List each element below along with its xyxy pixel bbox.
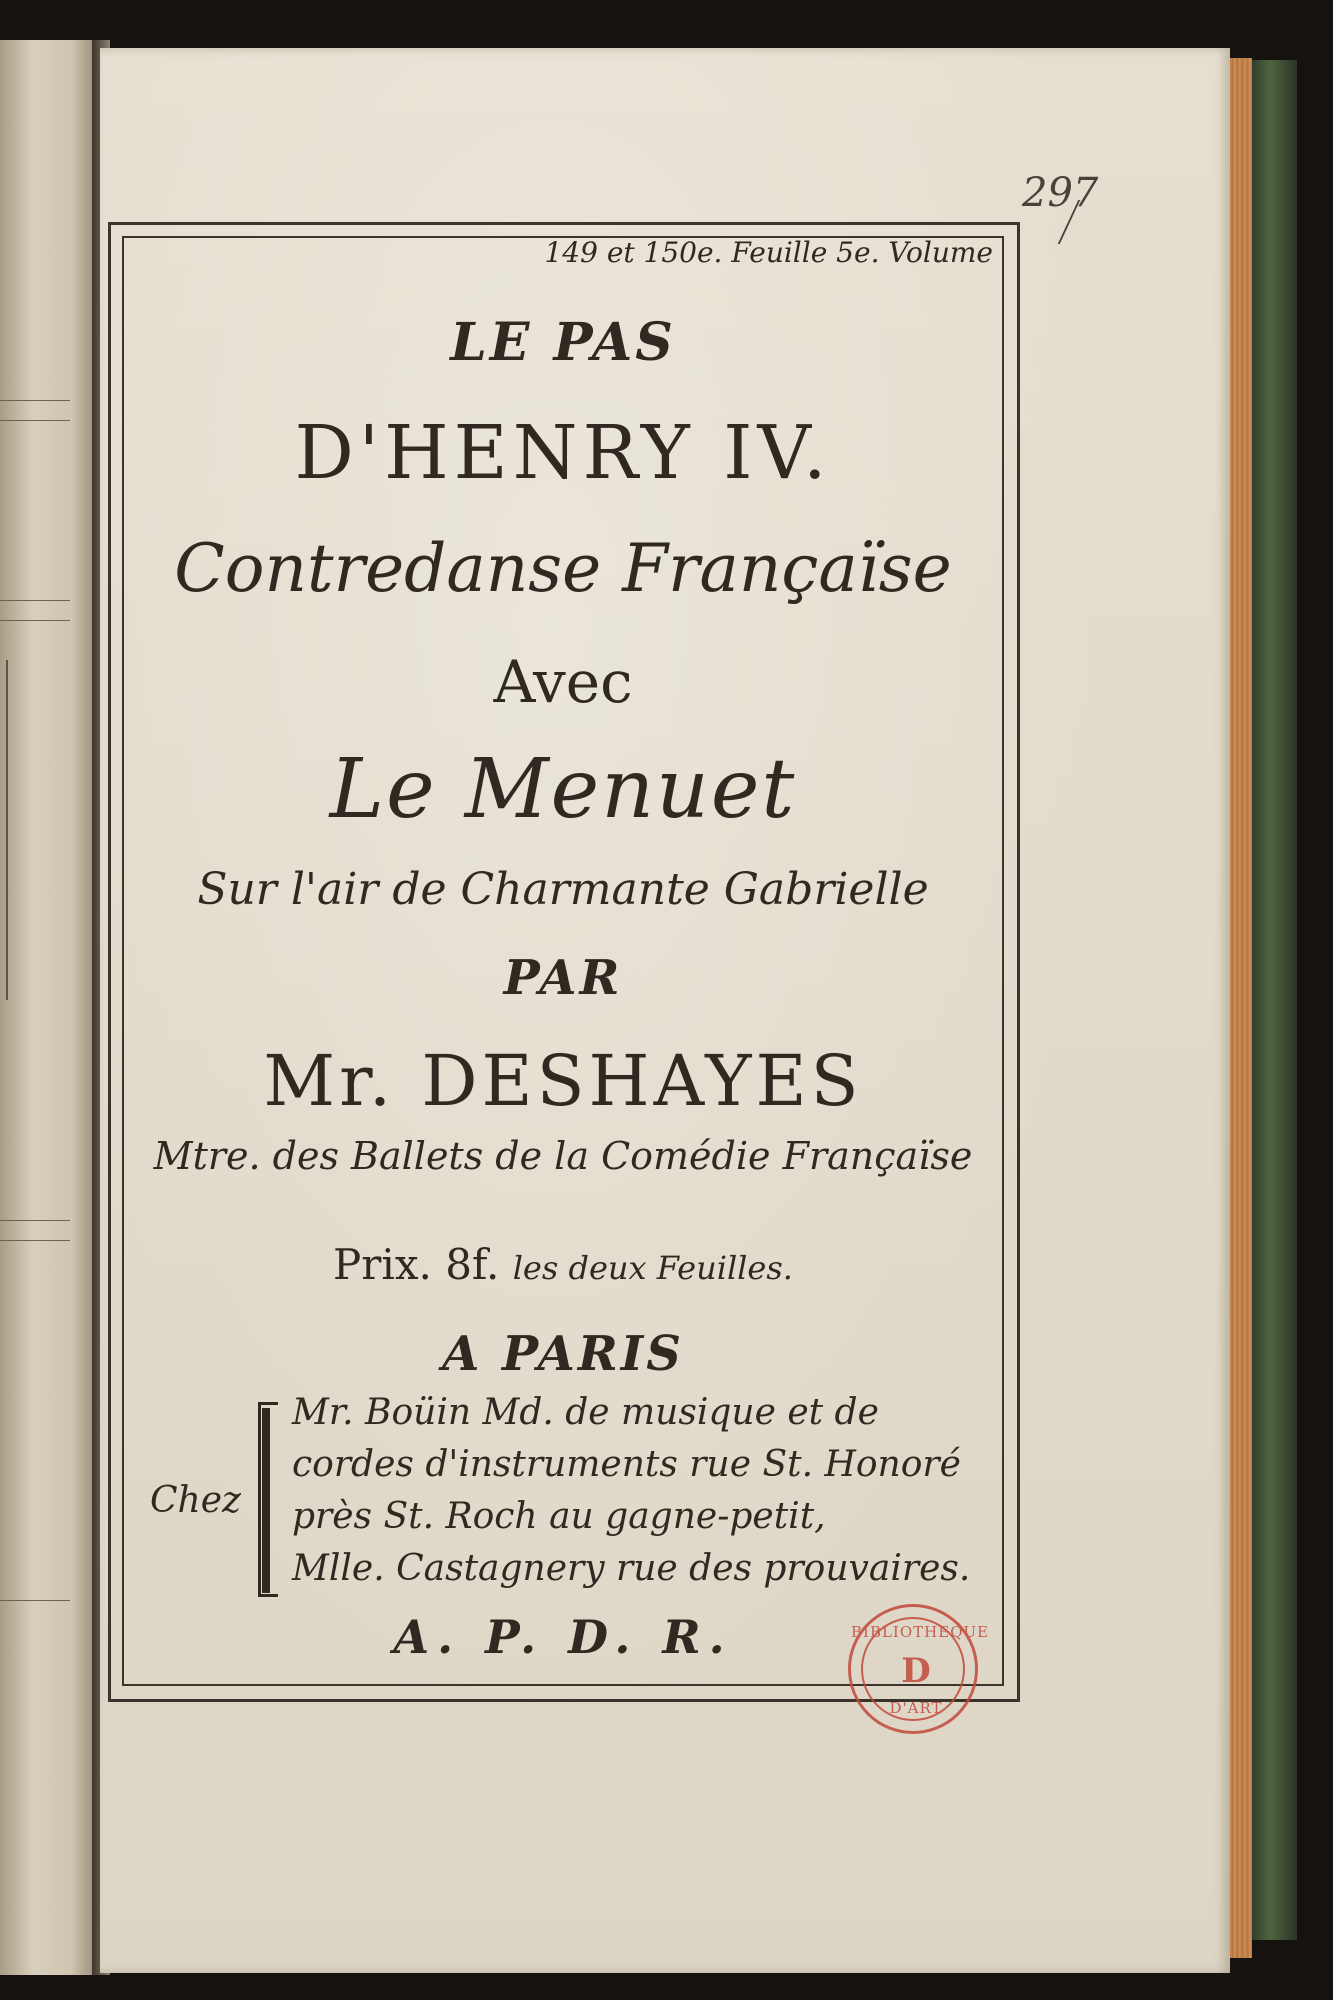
- stamp-bottom-text: D'ART: [889, 1699, 943, 1717]
- left-page-edge: [0, 40, 95, 1975]
- menuet-line: Le Menuet: [329, 742, 797, 837]
- stave-line: [0, 1600, 70, 1601]
- stave-line: [0, 620, 70, 621]
- imprint-line: cordes d'instruments rue St. Honoré: [292, 1444, 961, 1485]
- price-label: Prix. 8f.: [333, 1240, 500, 1289]
- left-page-ink: [6, 660, 8, 1000]
- title-line-3: Contredanse Françaïse: [174, 530, 952, 607]
- sheet-reference: 149 et 150e. Feuille 5e. Volume: [544, 236, 993, 269]
- stamp-top-text: BIBLIOTHEQUE: [851, 1623, 990, 1641]
- stave-line: [0, 420, 70, 421]
- author-role: Mtre. des Ballets de la Comédie Françaïse: [153, 1134, 973, 1178]
- author-name: Mr. DESHAYES: [263, 1040, 863, 1122]
- imprint-bracket-bar: [262, 1408, 270, 1593]
- title-line-1: LE PAS: [450, 312, 676, 373]
- book-cover-edge: [1252, 60, 1297, 1940]
- stave-line: [0, 400, 70, 401]
- stamp-center-letter: D: [901, 1651, 931, 1691]
- imprint-line: Mlle. Castagnery rue des prouvaires.: [292, 1548, 971, 1589]
- imprint-chez: Chez: [150, 1480, 242, 1521]
- stave-line: [0, 1240, 70, 1241]
- imprint-line: Mr. Boüin Md. de musique et de: [292, 1392, 879, 1433]
- imprint-line: près St. Roch au gagne-petit,: [292, 1496, 826, 1537]
- page-edges: [1230, 58, 1252, 1958]
- privilege-line: A. P. D. R.: [393, 1610, 733, 1664]
- imprint-city: A PARIS: [442, 1326, 684, 1382]
- stave-line: [0, 600, 70, 601]
- subtitle-line: Sur l'air de Charmante Gabrielle: [197, 864, 929, 915]
- library-stamp: [848, 1604, 990, 1734]
- folio-number: 297: [1022, 170, 1099, 216]
- avec-line: Avec: [493, 648, 633, 716]
- par-line: PAR: [503, 950, 623, 1006]
- price-note: les deux Feuilles.: [512, 1249, 793, 1287]
- stave-line: [0, 1220, 70, 1221]
- title-line-2: D'HENRY IV.: [294, 410, 832, 496]
- price-line: [122, 1240, 1004, 1289]
